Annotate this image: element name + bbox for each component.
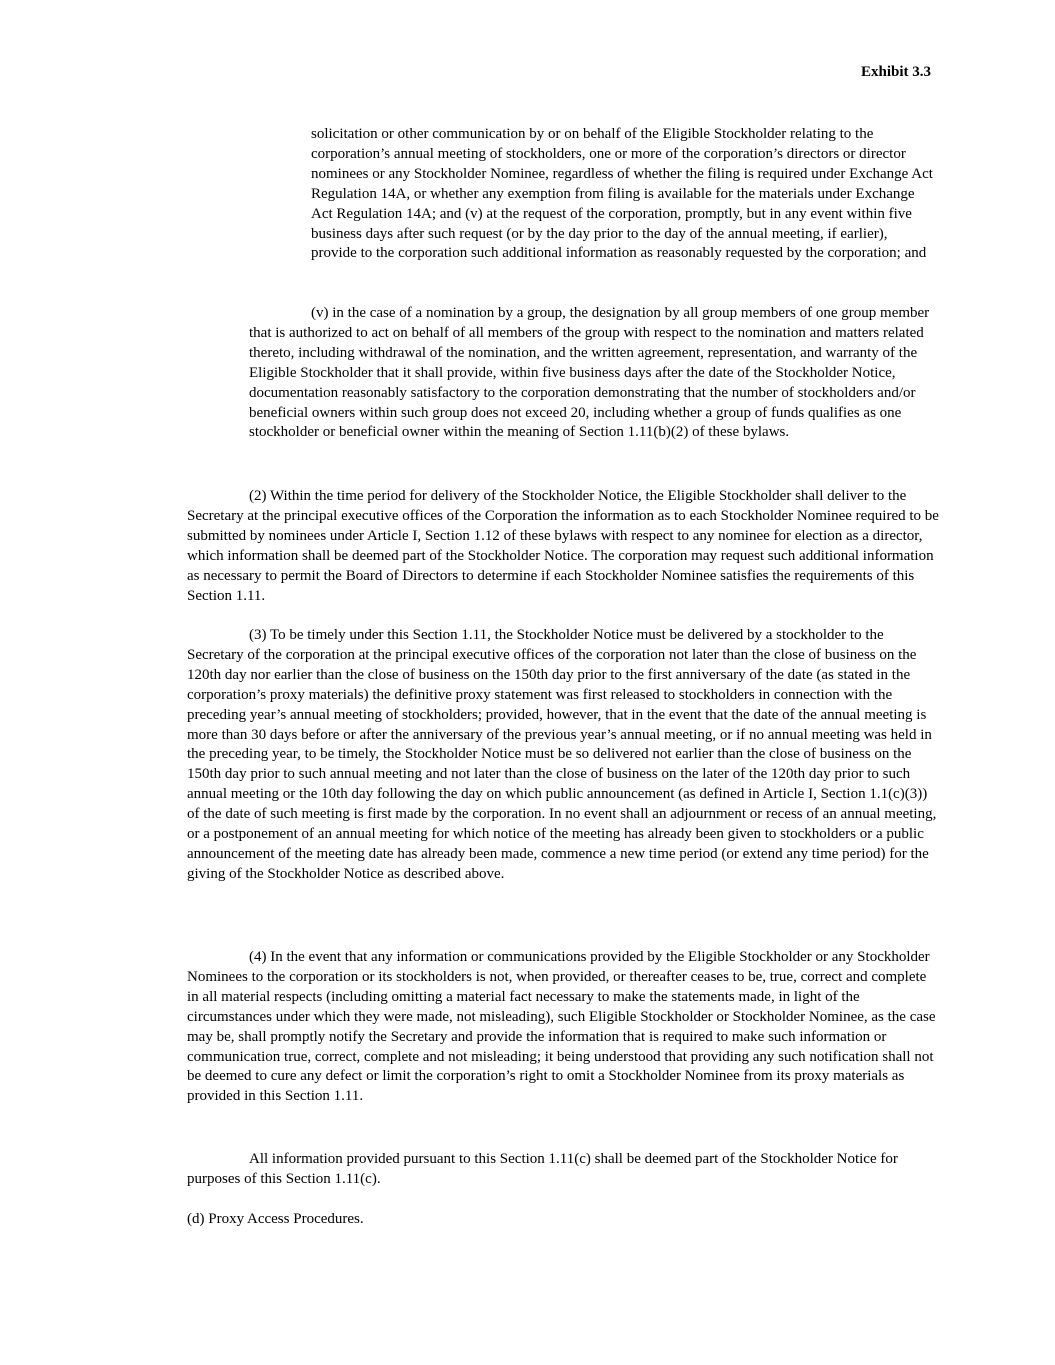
paragraph-information-provided: All information provided pursuant to this Section 1.11(c) shall be deemed part of the Stockholder Notice for purposes of this Section 1.11(c). [187, 1151, 898, 1187]
paragraph-section-4: (4) In the event that any information or communications provided by the Eligible Stockholder or any Stockholder Nominees to the corporation or its stockholders is not, when provided, or thereafter ceases to be, true, correct and complete in all material respects (including omitting a material fact necessary to make the statements made, in light of the circumstances under which they were made, not misleading), such Eligible Stockholder or Stockholder Nominee, as the case may be, shall promptly notify the Secretary and provide the information that is required to make such information or communication true, correct, complete and not misleading; it being understood that providing any such notification shall not be deemed to cure any defect or limit the corporation’s right to omit a Stockholder Nominee from its proxy materials as provided in this Section 1.11. [187, 949, 936, 1105]
paragraph-group-nomination: (v) in the case of a nomination by a group, the designation by all group members of one group member that is authorized to act on behalf of all members of the group with respect to the nomination and matters related thereto, including withdrawal of the nomination, and the written agreement, representation, and warranty of the Eligible Stockholder that it shall provide, within five business days after the date of the Stockholder Notice, documentation reasonably satisfactory to the corporation demonstrating that the number of stockholders and/or beneficial owners within such group does not exceed 20, including whether a group of funds qualifies as one stockholder or beneficial owner within the meaning of Section 1.11(b)(2) of these bylaws. [249, 305, 930, 441]
paragraph-section-3: (3) To be timely under this Section 1.11, the Stockholder Notice must be delivered by a stockholder to the Secretary of the corporation at the principal executive offices of the corporation not later than the close of business on the 120th day nor earlier than the close of business on the 150th day prior to the first anniversary of the date (as stated in the corporation’s proxy materials) the definitive proxy statement was first released to stockholders in connection with the preceding year’s annual meeting of stockholders; provided, however, that in the event that the date of the annual meeting is more than 30 days before or after the anniversary of the previous year’s annual meeting, or if no annual meeting was held in the preceding year, to be timely, the Stockholder Notice must be so delivered not earlier than the close of business on the 150th day prior to such annual meeting and not later than the close of business on the later of the 120th day prior to such annual meeting or the 10th day following the day on which public announcement (as defined in Article I, Section 1.1(c)(3)) of the date of such meeting is first made by the corporation. In no event shall an adjournment or recess of an annual meeting, or a postponement of an annual meeting for which notice of the meeting has already been given to stockholders or a public announcement of the meeting date has already been made, commence a new time period (or extend any time period) for the giving of the Stockholder Notice as described above. [187, 627, 937, 882]
paragraph-solicitation-continuation: solicitation or other communication by or on behalf of the Eligible Stockholder relating to the corporation’s annual meeting of stockholders, one or more of the corporation’s directors or director nominees or any Stockholder Nominee, regardless of whether the filing is required under Exchange Act Regulation 14A, or whether any exemption from filing is available for the materials under Exchange Act Regulation 14A; and (v) at the request of the corporation, promptly, but in any event within five business days after such request (or by the day prior to the day of the annual meeting, if earlier), provide to the corporation such additional information as reasonably requested by the corporation; and [311, 126, 933, 262]
exhibit-label: Exhibit 3.3 [860, 64, 931, 80]
paragraph-section-2: (2) Within the time period for delivery of the Stockholder Notice, the Eligible Stockholder shall deliver to the Secretary at the principal executive offices of the Corporation the information as to each Stockholder Nominee required to be submitted by nominees under Article I, Section 1.12 of these bylaws with respect to any nominee for election as a director, which information shall be deemed part of the Stockholder Notice. The corporation may request such additional information as necessary to permit the Board of Directors to determine if each Stockholder Nominee satisfies the requirements of this Section 1.11. [187, 488, 939, 604]
section-heading-proxy-access: (d) Proxy Access Procedures. [187, 1211, 364, 1227]
